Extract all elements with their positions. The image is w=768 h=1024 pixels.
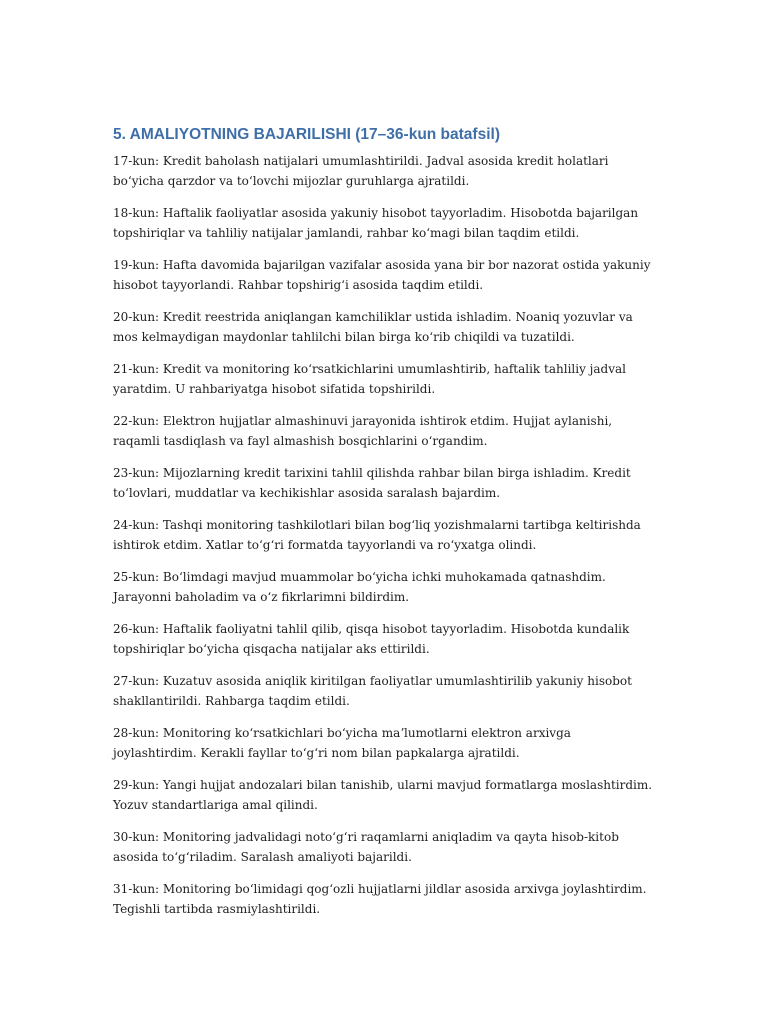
day-26-paragraph: 26-kun: Haftalik faoliyatni tahlil qilib, qisqa hisobot tayyorladim. Hisobotda kundalik topshiriqlar boʻyicha qisqacha natijalar aks ettirildi.: [113, 622, 630, 656]
day-23-paragraph: 23-kun: Mijozlarning kredit tarixini tahlil qilishda rahbar bilan birga ishladim. Kredit toʻlovlari, muddatlar va kechikishlar asosida saralash bajardim.: [113, 466, 631, 500]
day-20-paragraph: 20-kun: Kredit reestrida aniqlangan kamchiliklar ustida ishladim. Noaniq yozuvlar va mos kelmaydigan maydonlar tahlilchi bilan birga koʻrib chiqildi va tuzatildi.: [113, 310, 633, 344]
day-18-paragraph: 18-kun: Haftalik faoliyatlar asosida yakuniy hisobot tayyorladim. Hisobotda bajarilgan topshiriqlar va tahliliy natijalar jamlandi, rahbar koʻmagi bilan taqdim etildi.: [113, 206, 639, 240]
day-31-paragraph: 31-kun: Monitoring boʻlimidagi qogʻozli hujjatlarni jildlar asosida arxivga joylashtirdim. Tegishli tartibda rasmiylashtirildi.: [113, 882, 647, 916]
day-21-paragraph: 21-kun: Kredit va monitoring koʻrsatkichlarini umumlashtirib, haftalik tahliliy jadval yaratdim. U rahbariyatga hisobot sifatida topshirildi.: [113, 362, 626, 396]
day-25-paragraph: 25-kun: Boʻlimdagi mavjud muammolar boʻyicha ichki muhokamada qatnashdim. Jarayonni baholadim va oʻz fikrlarimni bildirdim.: [113, 570, 606, 604]
section-heading: 5. AMALIYOTNING BAJARILISHI (17–36-kun batafsil): [113, 126, 500, 143]
document-page: [113, 124, 653, 931]
day-19-paragraph: 19-kun: Hafta davomida bajarilgan vazifalar asosida yana bir bor nazorat ostida yakuniy hisobot tayyorlandi. Rahbar topshirigʻi asosida taqdim etildi.: [113, 258, 651, 292]
day-24-paragraph: 24-kun: Tashqi monitoring tashkilotlari bilan bogʻliq yozishmalarni tartibga keltirishda ishtirok etdim. Xatlar toʻgʻri formatda tayyorlandi va roʻyxatga olindi.: [113, 518, 641, 552]
day-28-paragraph: 28-kun: Monitoring koʻrsatkichlari boʻyicha maʼlumotlarni elektron arxivga joylashtirdim. Kerakli fayllar toʻgʻri nom bilan papkalarga ajratildi.: [113, 726, 571, 760]
day-22-paragraph: 22-kun: Elektron hujjatlar almashinuvi jarayonida ishtirok etdim. Hujjat aylanishi, raqamli tasdiqlash va fayl almashish bosqichlarini oʻrgandim.: [113, 414, 613, 448]
day-17-paragraph: 17-kun: Kredit baholash natijalari umumlashtirildi. Jadval asosida kredit holatlari boʻyicha qarzdor va toʻlovchi mijozlar guruhlarga ajratildi.: [113, 154, 609, 188]
day-30-paragraph: 30-kun: Monitoring jadvalidagi notoʻgʻri raqamlarni aniqladim va qayta hisob-kitob asosida toʻgʻriladim. Saralash amaliyoti bajarildi.: [113, 830, 619, 864]
day-27-paragraph: 27-kun: Kuzatuv asosida aniqlik kiritilgan faoliyatlar umumlashtirilib yakuniy hisobot shakllantirildi. Rahbarga taqdim etildi.: [113, 674, 632, 708]
day-29-paragraph: 29-kun: Yangi hujjat andozalari bilan tanishib, ularni mavjud formatlarga moslashtirdim. Yozuv standartlariga amal qilindi.: [113, 778, 653, 812]
